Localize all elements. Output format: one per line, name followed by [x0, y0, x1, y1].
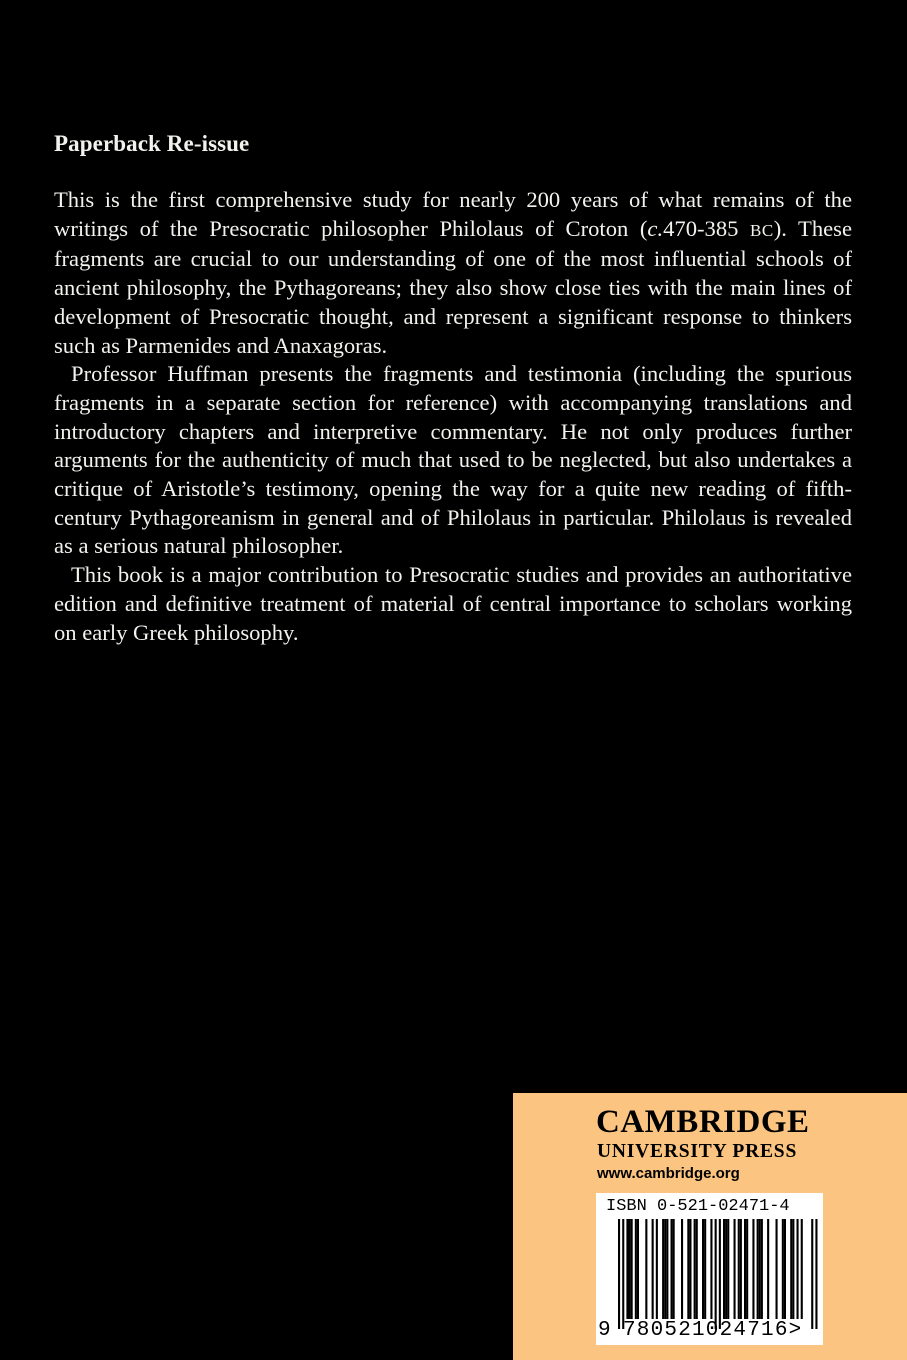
blurb-paragraph-1: [54, 186, 852, 360]
barcode-bar: [759, 1219, 761, 1319]
publisher-name: CAMBRIDGE: [596, 1104, 810, 1140]
barcode-bar: [687, 1219, 689, 1319]
barcode-bar: [710, 1219, 712, 1319]
barcode-bar: [704, 1219, 706, 1319]
barcode-bar: [637, 1219, 639, 1319]
barcode-bar: [738, 1219, 740, 1319]
barcode-bar: [740, 1219, 742, 1319]
barcode-bar: [694, 1219, 696, 1319]
barcode-bar: [662, 1219, 664, 1319]
barcode-bar: [784, 1219, 786, 1319]
barcode-bar: [801, 1219, 803, 1319]
barcode-bar: [782, 1219, 784, 1319]
barcode-bar: [622, 1219, 624, 1329]
barcode-bar: [719, 1219, 721, 1329]
barcode-bar: [618, 1219, 620, 1329]
barcode-bar: [673, 1219, 675, 1319]
barcode-bar: [734, 1219, 736, 1319]
barcode-bar: [629, 1219, 631, 1319]
barcode-bar: [776, 1219, 778, 1319]
publisher-subtitle: UNIVERSITY PRESS: [597, 1141, 798, 1162]
barcode-bar: [656, 1219, 658, 1319]
barcode-bar: [666, 1219, 668, 1319]
barcode-bar: [815, 1219, 817, 1329]
barcode-bar: [681, 1219, 683, 1319]
publisher-website: www.cambridge.org: [597, 1165, 740, 1182]
barcode-bar: [652, 1219, 654, 1319]
barcode-bar: [761, 1219, 763, 1319]
barcode-bar: [626, 1219, 628, 1319]
barcode-bar: [757, 1219, 759, 1319]
ean-first-digit: 9: [598, 1319, 611, 1342]
blurb-paragraph-3: This book is a major contribution to Presocratic studies and provides an authoritative edition and definitive treatment of material of central importance to scholars working on early Greek philosophy.: [54, 562, 852, 645]
ean-digits: 780521024716>: [623, 1319, 803, 1342]
p1-era: BC: [750, 220, 774, 240]
isbn-label: ISBN 0-521-02471-4: [606, 1197, 790, 1216]
blurb: [54, 186, 852, 647]
barcode-bar: [792, 1219, 794, 1319]
p1-circa: c.: [647, 215, 664, 241]
barcode-box: [596, 1193, 823, 1345]
barcode-bar: [664, 1219, 666, 1319]
publisher-panel: [513, 1093, 907, 1360]
barcode-bar: [631, 1219, 633, 1319]
barcode-bar: [689, 1219, 691, 1319]
blurb-paragraph-2: Professor Huffman presents the fragments and testimonia (including the spurious fragments in a separate section for reference) with accompanying translations and introductory chapters and interpretive commentary. He not only produces further arguments for the authenticity of much that used to be neglected, but also undertakes a critique of Aristotle’s testimony, opening the way for a quite new reading of fifth-century Pythagoreanism in general and of Philolaus in particular. Philolaus is revealed as a serious natural philosopher.: [54, 361, 852, 559]
barcode-bar: [746, 1219, 748, 1319]
barcode-bar: [797, 1219, 799, 1319]
p1-text-a: This is the first comprehensive study for nearly 200 years of what remains of the writings of the Presocratic philosopher Philolaus of Croton (: [54, 187, 852, 241]
barcode-bar: [725, 1219, 727, 1319]
barcode-bar: [723, 1219, 725, 1319]
barcode-bar: [696, 1219, 698, 1319]
barcode-bar: [744, 1219, 746, 1319]
barcode-bar: [727, 1219, 729, 1319]
barcode-bar: [811, 1219, 813, 1329]
barcode-bar: [767, 1219, 769, 1319]
barcode-bar: [671, 1219, 673, 1319]
p1-text-b: ). These fragments are crucial to our understanding of one of the most influential schools of ancient philosophy, the Pythagoreans; they also show close ties with the main lines of development of Presocratic thought, and represent a significant response to thinkers such as Parmenides and Anaxagoras.: [54, 215, 852, 358]
barcode-bar: [645, 1219, 647, 1319]
barcode-bar: [790, 1219, 792, 1319]
reissue-heading: Paperback Re-issue: [54, 131, 250, 156]
barcode-bar: [635, 1219, 637, 1319]
barcode-bar: [715, 1219, 717, 1329]
barcode-bar: [702, 1219, 704, 1319]
barcode-bar: [752, 1219, 754, 1319]
p1-dates: 470-385: [663, 215, 750, 241]
